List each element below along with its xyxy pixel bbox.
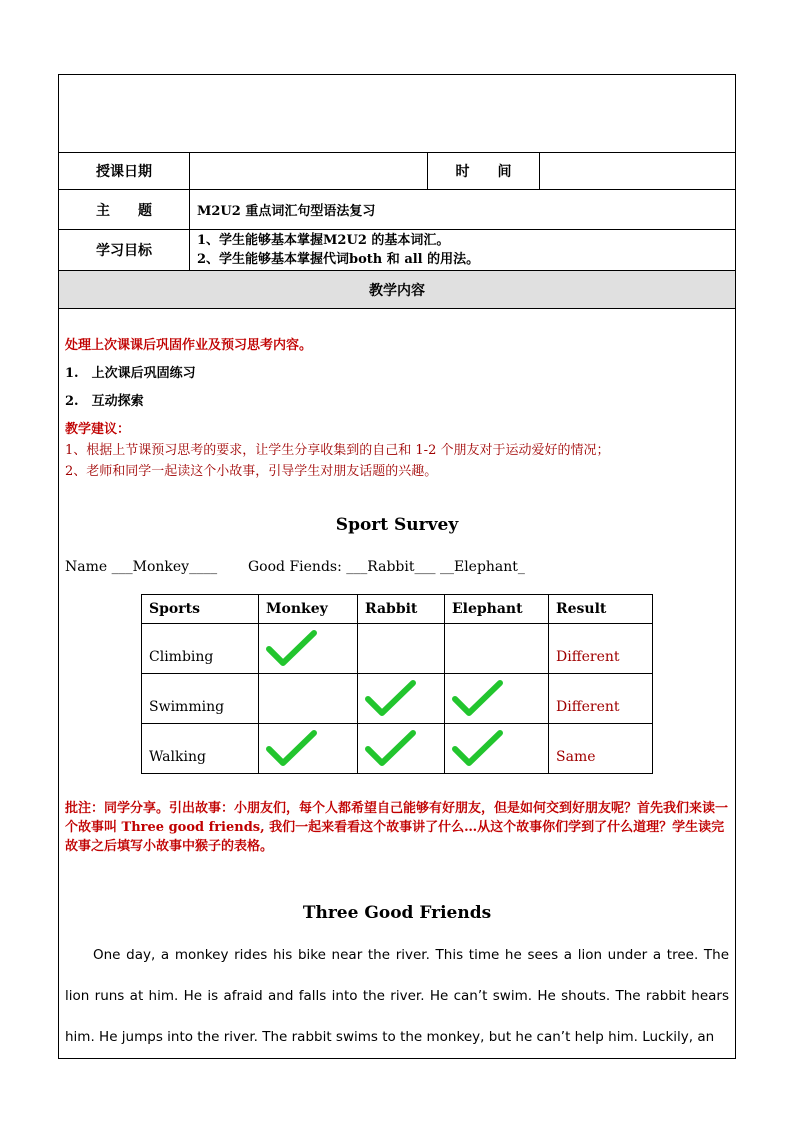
header-monkey: Monkey [259,595,358,624]
check-cell [358,624,445,674]
blank-top-row [59,75,735,153]
date-label: 授课日期 [96,164,152,180]
item-1: 1. 上次课后巩固练习 [65,366,196,381]
survey-header-row [142,595,653,624]
content-header: 教学内容 [369,282,425,299]
check-icon [266,629,318,669]
table-row [142,724,653,774]
date-value [190,153,427,189]
intro-text: 处理上次课课后巩固作业及预习思考内容。 [65,338,313,353]
table-row [142,624,653,674]
story-title: Three Good Friends [302,903,492,923]
check-icon [266,729,318,769]
result-cell: Different [549,624,653,674]
header-rabbit: Rabbit [358,595,445,624]
header-elephant: Elephant [445,595,549,624]
check-cell [259,724,358,774]
teacher-note: 批注：同学分享。引出故事：小朋友们，每个人都希望自己能够有好朋友，但是如何交到好朋友呢？首先我们来读一个故事叫 Three good friends, 我们一起来看看这个故事讲了什么…从这个故事你们学到了什么道理？学生读完故事之后填写小故事中猴子的表格。 [65,801,729,854]
time-value [540,153,735,189]
date-time-row [59,153,735,190]
result-cell: Different [549,674,653,724]
sport-cell: Walking [142,724,259,774]
goals-label: 学习目标 [96,243,152,259]
time-label: 时 间 [455,164,512,180]
check-cell [259,624,358,674]
check-cell [445,674,549,724]
suggest-title: 教学建议： [65,422,131,437]
item-2: 2. 互动探索 [65,394,144,409]
friend-2: __Elephant_ [439,559,525,575]
survey-title: Sport Survey [335,515,459,535]
table-row [142,674,653,724]
check-cell [259,674,358,724]
sport-cell: Swimming [142,674,259,724]
check-icon [452,679,504,719]
suggest-2: 2、老师和同学一起读这个小故事，引导学生对朋友话题的兴趣。 [65,464,438,479]
check-icon [365,729,417,769]
goal-2: 2、学生能够基本掌握代词both 和 all 的用法。 [197,252,480,267]
suggest-1: 1、根据上节课预习思考的要求，让学生分享收集到的自己和 1-2 个朋友对于运动爱好的情况； [65,443,610,458]
survey-names [65,559,525,575]
name-value: ___Monkey____ [111,559,218,575]
topic-row [59,190,735,230]
check-icon [365,679,417,719]
lesson-plan-frame [58,74,736,1059]
story-text: One day, a monkey rides his bike near the river. This time he sees a lion under a tree. The lion runs at him. He is afraid and falls into the river. He can’t swim. He shouts. The rabbit hears him. He jumps into the river. The rabbit swims to the monkey, but he can’t help him. Luckily, an [65,947,729,1045]
header-result: Result [549,595,653,624]
name-label: Name [65,559,108,575]
friends-label: Good Fiends: [248,559,342,575]
goal-1: 1、学生能够基本掌握M2U2 的基本词汇。 [197,233,450,248]
content-header-row [59,271,735,309]
header-sports: Sports [142,595,259,624]
check-cell [358,674,445,724]
survey-table [141,594,653,774]
topic-value: M2U2 重点词汇句型语法复习 [197,204,376,219]
topic-label: 主 题 [96,202,152,219]
check-cell [358,724,445,774]
result-cell: Same [549,724,653,774]
goals-list [197,230,727,270]
friend-1: ___Rabbit___ [346,559,436,575]
check-cell [445,724,549,774]
sport-cell: Climbing [142,624,259,674]
goals-row [59,230,735,271]
check-icon [452,729,504,769]
check-cell [445,624,549,674]
